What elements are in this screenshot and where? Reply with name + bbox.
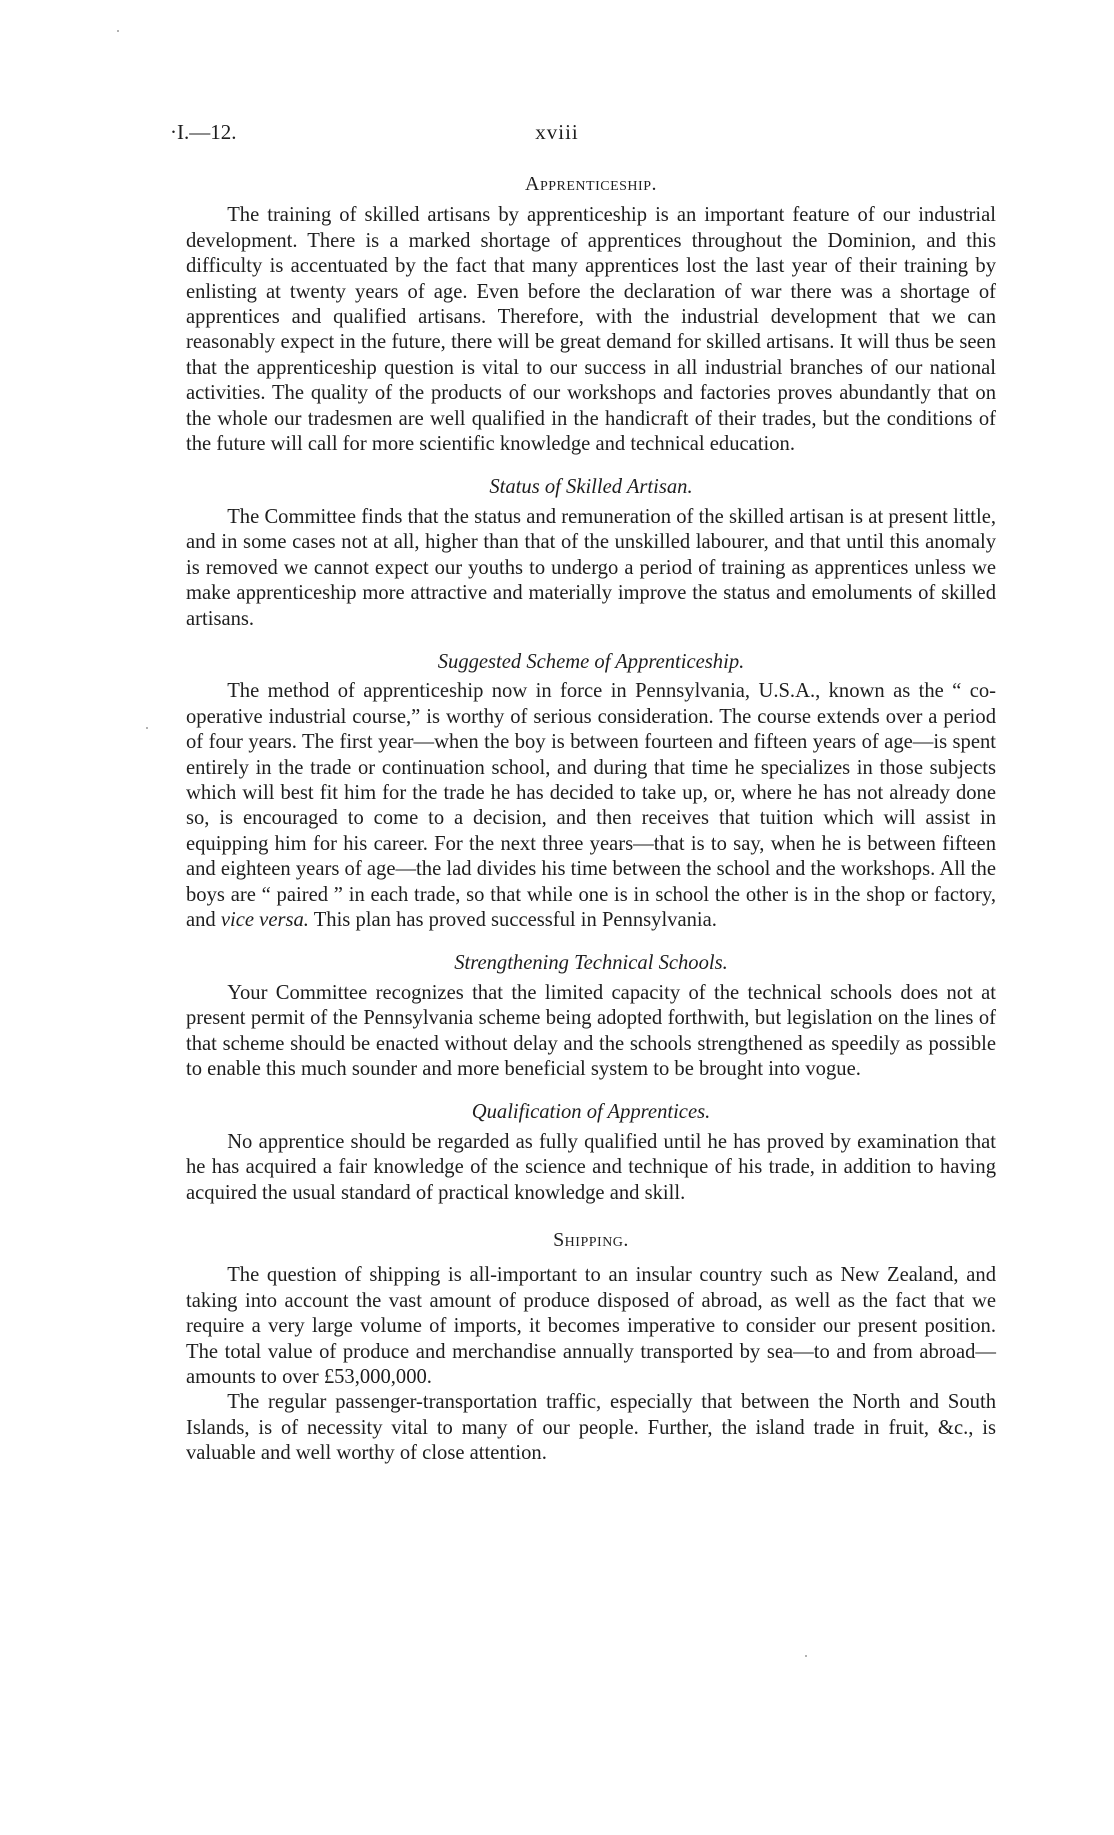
section-apprenticeship [186, 172, 996, 457]
scan-speck [117, 30, 119, 32]
paragraph: The Committee finds that the status and remuneration of the skilled artisan is at present little, and in some cases not at all, higher than that of the unskilled labourer, and that until this anomaly is removed we cannot expect our youths to undergo a period of training as apprentices unless we make apprenticeship more attractive and materially improve the status and emoluments of skilled artisans. [186, 505, 996, 630]
italic-phrase: vice versa. [220, 908, 309, 931]
section-heading: Apprenticeship. [525, 173, 657, 195]
paragraph: No apprentice should be regarded as fully qualified until he has proved by examination that he has acquired a fair knowledge of the science and technique of his trade, in addition to having acquired the usual standard of practical knowledge and skill. [186, 1130, 996, 1204]
paragraph [186, 679, 996, 933]
subsection-heading: Suggested Scheme of Apprenticeship. [437, 650, 745, 673]
subsection-heading: Strengthening Technical Schools. [454, 952, 728, 975]
paragraph: The question of shipping is all-important to an insular country such as New Zealand, and taking into account the vast amount of produce disposed of abroad, as well as the fact that we require a very large volume of imports, it becomes imperative to consider our present position. The total value of produce and merchandise annually transported by sea—to and from abroad—amounts to over £53,000,000. [186, 1264, 996, 1389]
scan-speck [805, 1655, 807, 1657]
page-number: xviii [535, 120, 579, 144]
document-reference: ·I.—12. [170, 120, 237, 144]
subsection-heading: Status of Skilled Artisan. [489, 476, 693, 499]
scan-speck [146, 727, 148, 729]
page-header [0, 120, 1114, 154]
subsection-heading: Qualification of Apprentices. [471, 1101, 711, 1124]
paragraph-text: The method of apprenticeship now in force in Pennsylvania, U.S.A., known as the “ co-operative industrial course,” is worthy of serious consideration. The course extends over a period of four years. The first year—when the boy is between fourteen and fifteen years of age—is spent entirely in the trade or continuation school, and during that time he specializes in those subjects which will best fit him for the trade he has decided to take up, or, where he has not already done so, is encouraged to come to a decision, and then receives that tuition which will assist in equipping him for his career. For the next three years—that is to say, when he is between fifteen and eighteen years of age—the lad divides his time between the school and the workshops. All the boys are “ paired ” in each trade, so that while one is in school the other is in the shop or factory, and [186, 680, 996, 931]
section-shipping [186, 1228, 996, 1467]
section-heading: Shipping. [553, 1229, 629, 1252]
paragraph-text: This plan has proved successful in Pennsylvania. [308, 908, 717, 931]
section-status-of-skilled-artisan [186, 475, 996, 631]
paragraph: The training of skilled artisans by apprenticeship is an important feature of our industrial development. There is a marked shortage of apprentices throughout the Dominion, and this difficulty is accentuated by the fact that many apprentices lost the last year of their training by enlisting at twenty years of age. Even before the declaration of war there was a shortage of apprentices and qualified artisans. Therefore, with the industrial development that we can reasonably expect in the future, there will be great demand for skilled artisans. It will thus be seen that the apprenticeship question is vital to our success in all industrial branches of our national activities. The quality of the products of our workshops and factories proves abundantly that on the whole our tradesmen are well qualified in the handicraft of their trades, but the conditions of the future will call for more scientific knowledge and technical education. [186, 204, 996, 456]
paragraph: The regular passenger-transportation traffic, especially that between the North and South Islands, is of necessity vital to many of our people. Further, the island trade in fruit, &c., is valuable and well worthy of close attention. [186, 1391, 996, 1465]
section-qualification-of-apprentices [186, 1100, 996, 1206]
section-suggested-scheme [186, 650, 996, 933]
document-body [186, 172, 996, 1467]
paragraph: Your Committee recognizes that the limited capacity of the technical schools does not at present permit of the Pennsylvania scheme being adopted forthwith, but legislation on the lines of that scheme should be enacted without delay and the schools strengthened as speedily as possible to enable this much sounder and more beneficial system to be brought into vogue. [186, 981, 996, 1080]
section-strengthening-technical-schools [186, 951, 996, 1082]
